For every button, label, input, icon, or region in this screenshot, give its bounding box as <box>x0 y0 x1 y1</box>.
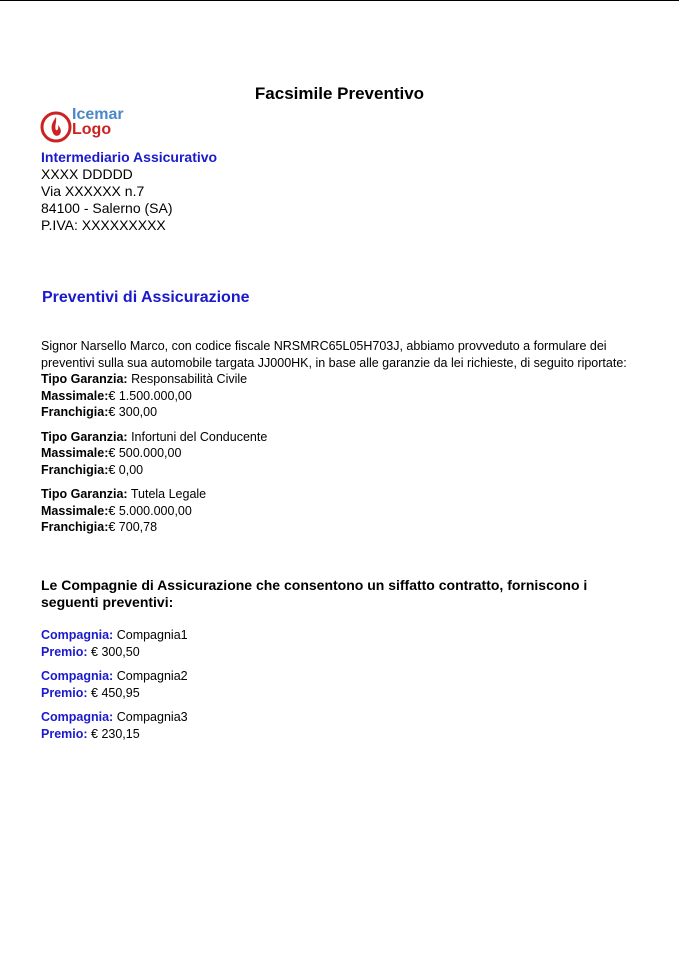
premio-value: € 450,95 <box>91 685 140 700</box>
logo-text-icemar: Icemar <box>72 106 124 123</box>
intermediary-city: 84100 - Salerno (SA) <box>41 200 173 216</box>
tipo-value: Infortuni del Conducente <box>131 429 268 444</box>
compagnia-label: Compagnia: <box>41 669 114 683</box>
compagnia-value: Compagnia2 <box>116 669 188 683</box>
franchigia-value: € 300,00 <box>108 405 158 419</box>
preventivo-item <box>41 709 188 742</box>
companies-intro: Le Compagnie di Assicurazione che consentono un siffatto contratto, forniscono i seguenti preventivi: <box>41 577 588 610</box>
franchigia-value: € 700,78 <box>108 520 158 534</box>
massimale-value: € 500.000,00 <box>108 446 182 460</box>
premio-value: € 230,15 <box>91 726 140 741</box>
tipo-label: Tipo Garanzia: <box>41 487 128 501</box>
intermediary-vat: P.IVA: XXXXXXXXX <box>41 217 166 233</box>
franchigia-label: Franchigia: <box>41 462 109 477</box>
intermediary-heading: Intermediario Assicurativo <box>41 149 218 165</box>
premio-value: € 300,50 <box>91 644 140 659</box>
preventivo-item <box>41 668 188 701</box>
franchigia-label: Franchigia: <box>41 520 109 534</box>
franchigia-label: Franchigia: <box>41 405 109 419</box>
massimale-label: Massimale: <box>41 388 109 403</box>
garanzia-item <box>41 429 641 479</box>
intermediary-address: Via XXXXXX n.7 <box>41 183 145 199</box>
massimale-value: € 1.500.000,00 <box>108 388 192 403</box>
flame-logo-icon <box>40 109 72 145</box>
company-logo <box>40 107 140 145</box>
massimale-label: Massimale: <box>41 446 109 460</box>
franchigia-value: € 0,00 <box>108 462 144 477</box>
tipo-value: Responsabilità Civile <box>131 372 248 386</box>
intermediary-name: XXXX DDDDD <box>41 166 133 182</box>
massimale-label: Massimale: <box>41 503 109 518</box>
garanzia-item <box>41 371 641 421</box>
section-title: Preventivi di Assicurazione <box>42 289 250 306</box>
premio-label: Premio: <box>41 726 88 741</box>
intro-paragraph: Signor Narsello Marco, con codice fiscale NRSMRC65L05H703J, abbiamo provveduto a formulare dei preventivi sulla sua automobile targata JJ000HK, in base alle garanzie da lei richieste, di seguito riportate: <box>41 339 627 370</box>
compagnia-label: Compagnia: <box>41 628 114 642</box>
tipo-label: Tipo Garanzia: <box>41 372 128 386</box>
tipo-value: Tutela Legale <box>130 487 207 501</box>
premio-label: Premio: <box>41 685 88 700</box>
compagnia-value: Compagnia3 <box>116 710 188 724</box>
compagnia-value: Compagnia1 <box>116 628 188 642</box>
preventivo-item <box>41 627 188 660</box>
logo-text-logo: Logo <box>72 121 112 138</box>
preventivi-list <box>41 627 188 750</box>
tipo-label: Tipo Garanzia: <box>41 429 128 444</box>
premio-label: Premio: <box>41 644 88 659</box>
document-title: Facsimile Preventivo <box>254 84 425 103</box>
quote-body <box>41 338 641 544</box>
intermediary-block <box>41 149 217 234</box>
massimale-value: € 5.000.000,00 <box>108 503 192 518</box>
compagnia-label: Compagnia: <box>41 710 114 724</box>
garanzia-item <box>41 486 641 536</box>
